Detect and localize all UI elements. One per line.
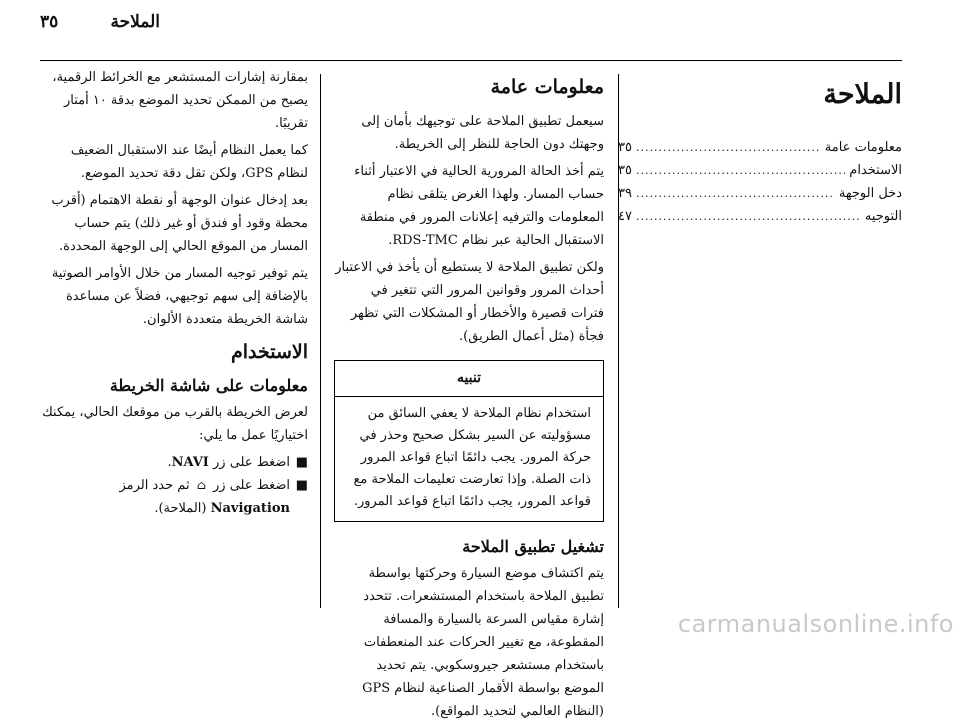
paragraph: بمقارنة إشارات المستشعر مع الخرائط الرقمية، يصبح من الممكن تحديد الموضع بدقة ١٠ أمتار تقريبًا.: [52, 70, 308, 131]
column-middle: [334, 66, 604, 727]
bullet-item: ■ اضغط على زر ⌂ ثم حدد الرمز Navigation (الملاحة).: [40, 474, 308, 520]
toc-item-page: ٤٧: [618, 209, 632, 224]
chapter-title: الملاحة: [823, 79, 902, 110]
toc-leader-dots: [636, 136, 821, 159]
bullet-text: اضغط على زر: [208, 478, 290, 493]
toc-leader-dots: [636, 182, 835, 205]
watermark: carmanualsonline.info: [677, 610, 954, 638]
column-right: [618, 66, 902, 228]
bullet-item: ■ اضغط على زر NAVI.: [40, 451, 308, 474]
home-icon: ⌂: [196, 478, 206, 492]
notice-text: استخدام نظام الملاحة لا يعفي السائق من مسؤوليته عن السير بشكل صحيح وحذر في حركة المرور. يجب دائمًا اتباع قواعد المرور ذات الصلة. وإذا تعارضت تعليمات الملاحة مع قواعد المرور، يجب دائمًا اتباع قواعد المرور.: [353, 406, 591, 509]
page-number: ٣٥: [40, 12, 59, 32]
bullet-text: اضغط على زر: [208, 455, 290, 470]
column-divider-left: [320, 74, 321, 608]
paragraph: يتم اكتشاف موضع السيارة وحركتها بواسطة تطبيق الملاحة باستخدام المستشعرات. تتحدد إشارة مقياس السرعة بالسيارة والمسافة المقطوعة، مع تغيير الحركات عند المنعطفات باستخدام مستشعر جيروسكوبي. يتم تحديد الموضع بواسطة الأقمار الصناعية لنظام GPS (النظام العالمي لتحديد المواقع).: [362, 566, 604, 719]
toc-item-label: دخل الوجهة: [838, 186, 902, 201]
toc-item-label: التوجيه: [864, 209, 902, 224]
toc-item-page: ٣٩: [618, 186, 632, 201]
toc-item[interactable]: [618, 159, 902, 182]
header-rule: [40, 60, 902, 61]
toc-leader-dots: [636, 159, 845, 182]
notice-box: [334, 360, 604, 522]
section-title-general-info: معلومات عامة: [490, 76, 604, 98]
paragraph: سيعمل تطبيق الملاحة على توجيهك بأمان إلى وجهتك دون الحاجة للنظر إلى الخريطة.: [361, 114, 604, 152]
paragraph: يتم أخذ الحالة المرورية الحالية في الاعتبار أثناء حساب المسار. ولهذا الغرض يتلقى نظام المعلومات والترفيه إعلانات المرور في منطقة الاستقبال الحالية عبر نظام RDS-TMC.: [354, 164, 604, 248]
toc-item-page: ٣٥: [618, 163, 632, 178]
navi-button-label: NAVI: [171, 455, 209, 470]
page-header: [0, 0, 960, 52]
paragraph: يتم توفير توجيه المسار من خلال الأوامر الصوتية بالإضافة إلى سهم توجيهي، فضلاً عن مساعدة شاشة الخريطة متعددة الألوان.: [51, 266, 308, 327]
header-title: الملاحة: [110, 12, 160, 32]
paragraph: بعد إدخال عنوان الوجهة أو نقطة الاهتمام (أقرب محطة وقود أو فندق أو غير ذلك) يتم حساب المسار من الموقع الحالي إلى الوجهة المحددة.: [51, 193, 308, 254]
toc-item-page: ٣٥: [618, 140, 632, 155]
section-title-usage: الاستخدام: [230, 341, 308, 363]
paragraph: ولكن تطبيق الملاحة لا يستطيع أن يأخذ في الاعتبار أحداث المرور وقوانين المرور التي تتغير في فترات قصيرة والأخطار أو المشكلات التي تظهر فجأة (مثل أعمال الطريق).: [335, 260, 604, 344]
subsection-title-map-screen-info: معلومات على شاشة الخريطة: [109, 376, 308, 395]
toc-item-label: معلومات عامة: [824, 140, 902, 155]
paragraph: لعرض الخريطة بالقرب من موقعك الحالي، يمكنك اختياريًا عمل ما يلي:: [42, 405, 308, 443]
notice-title: تنبيه: [335, 361, 603, 397]
subsection-title-navigation-operation: تشغيل تطبيق الملاحة: [462, 537, 604, 556]
toc-item[interactable]: [618, 136, 902, 159]
bullet-square-icon: ■: [295, 478, 308, 493]
toc-leader-dots: [636, 205, 861, 228]
toc-item[interactable]: [618, 182, 902, 205]
paragraph: كما يعمل النظام أيضًا عند الاستقبال الضعيف لنظام GPS، ولكن تقل دقة تحديد الموضع.: [70, 143, 308, 181]
table-of-contents: [618, 136, 902, 228]
toc-item-label: الاستخدام: [849, 163, 902, 178]
toc-item[interactable]: [618, 205, 902, 228]
bullet-square-icon: ■: [295, 455, 308, 470]
navigation-button-label: Navigation: [210, 501, 290, 516]
column-left: [40, 66, 308, 520]
